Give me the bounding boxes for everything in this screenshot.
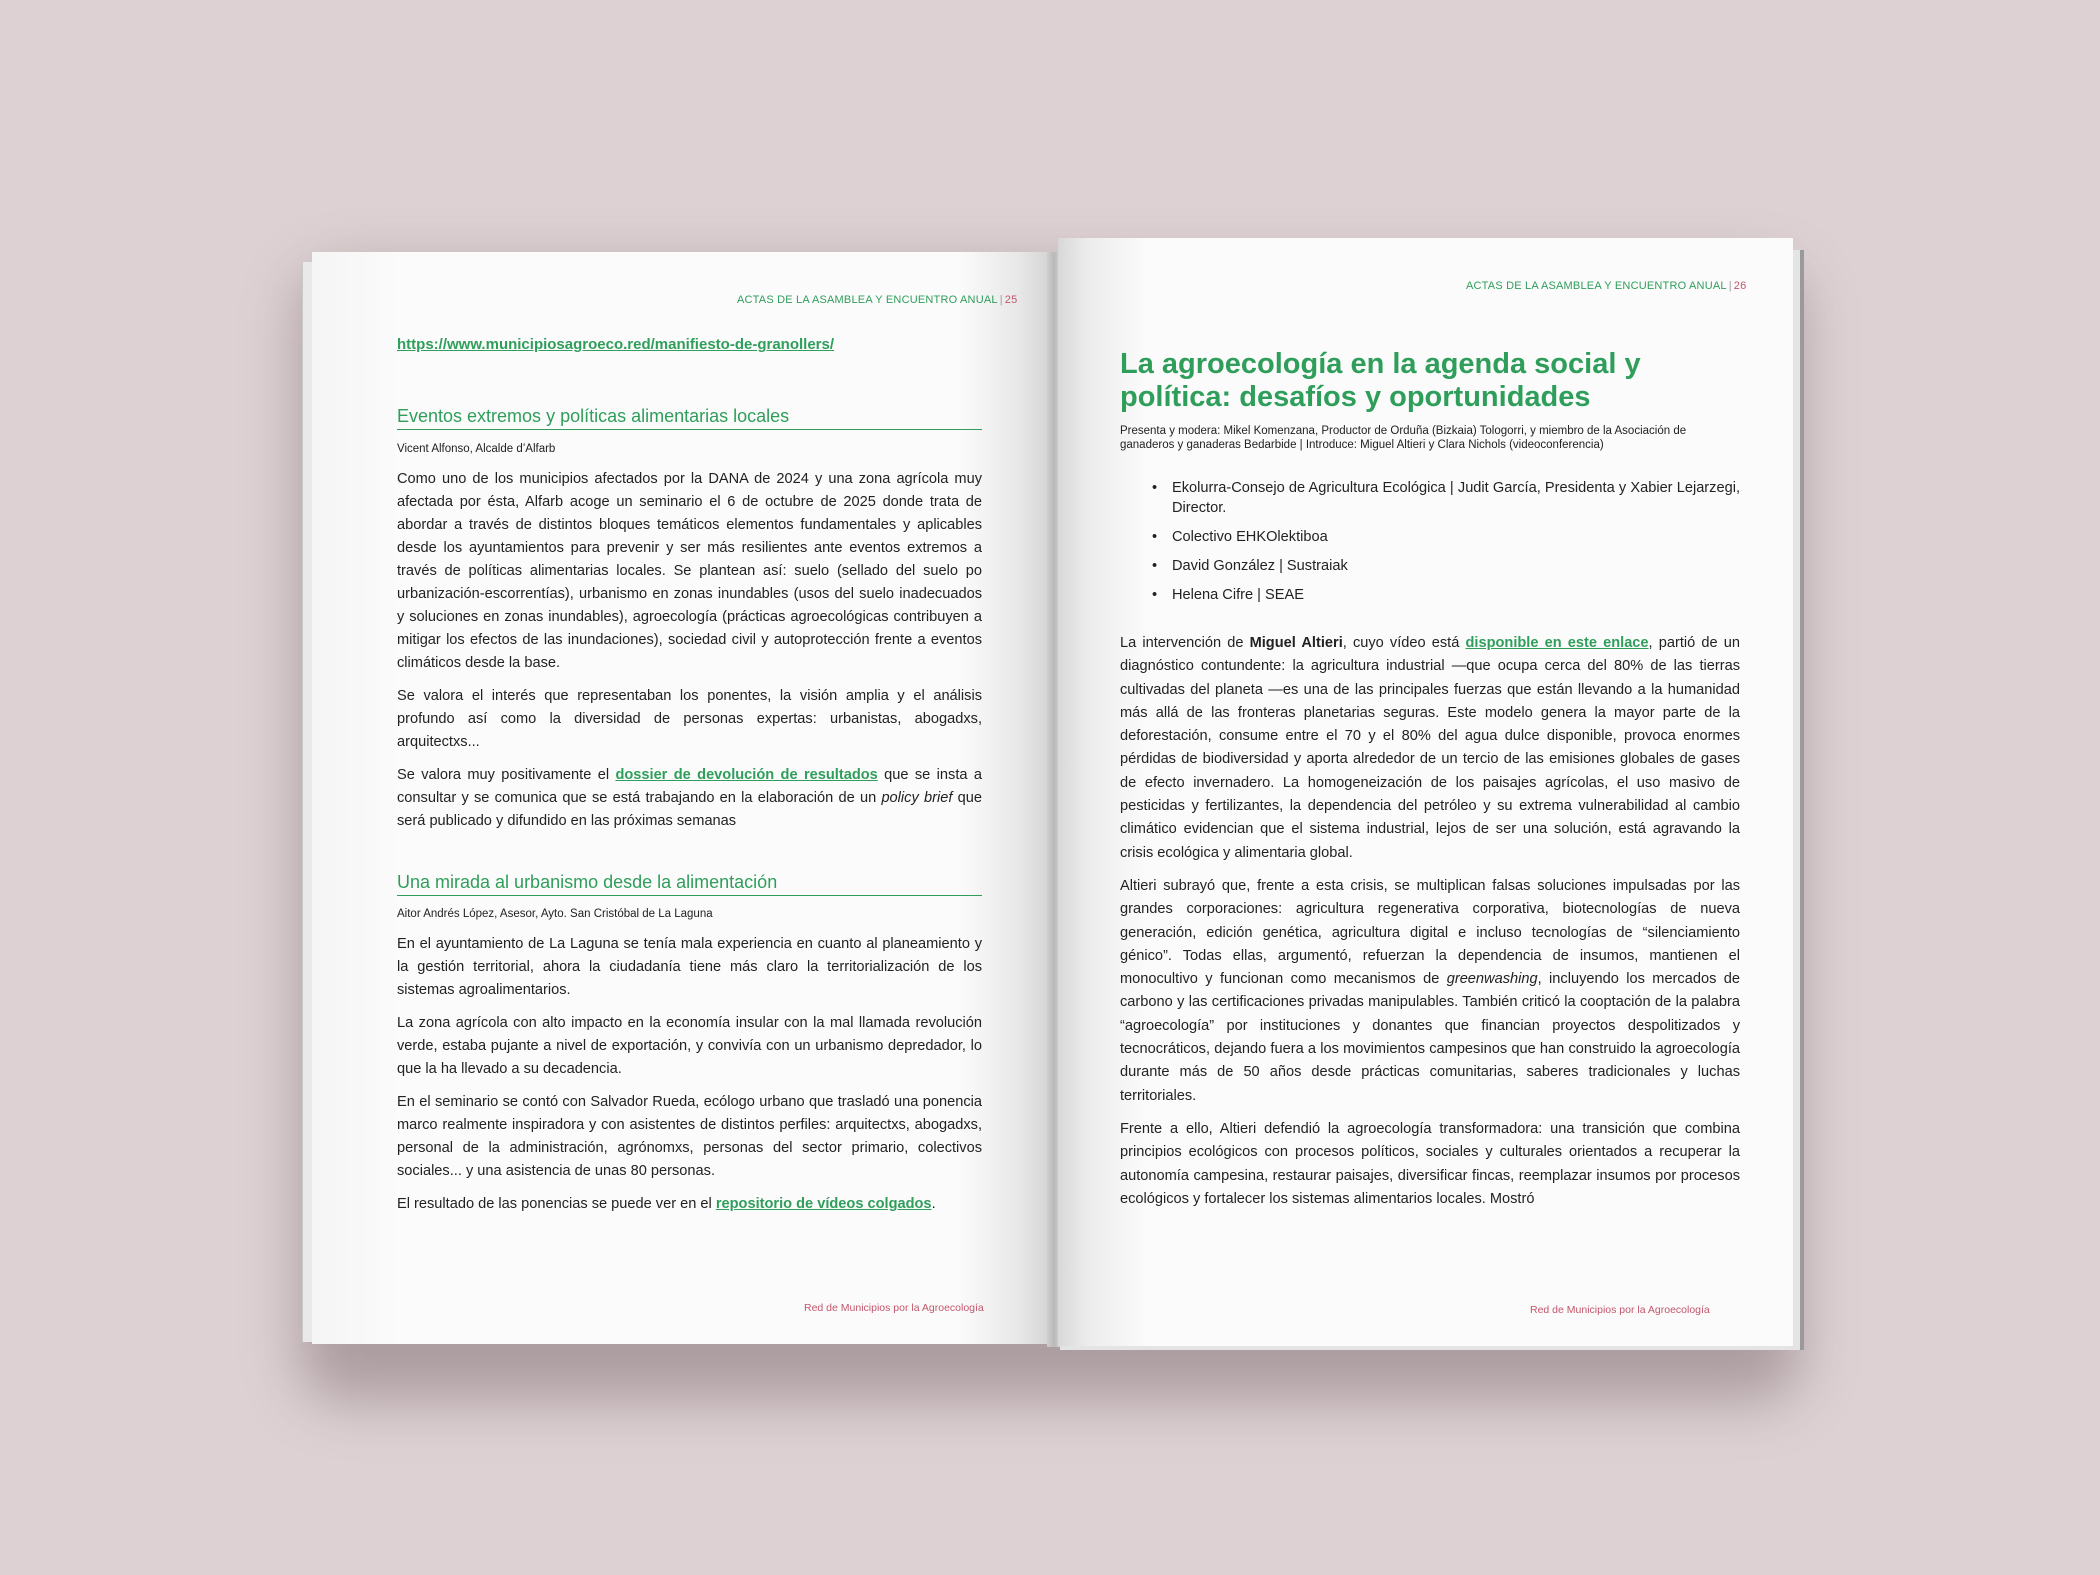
- paragraph: [1120, 875, 1740, 1108]
- bold-name: Miguel Altieri: [1249, 635, 1343, 651]
- running-head-text: ACTAS DE LA ASAMBLEA Y ENCUENTRO ANUAL: [737, 294, 998, 306]
- left-page: [312, 252, 1047, 1344]
- page-number: 26: [1733, 280, 1747, 292]
- text-run: , partió de un diagnóstico contundente: la agricultura industrial —que ocupa cerca del 80% de las tierras cultivadas del planeta —es una de las principales fuerzas que están llevando a la humanidad más allá de las fronteras planetarias seguras. Este modelo genera la mayor parte de la deforestación, consume entre el 70 y el 80% del agua dulce disponible, provoca enormes pérdidas de biodiversidad y aporta alrededor de un tercio de las emisiones globales de gases de efecto invernadero. La homogeneización de los paisajes agrícolas, el uso masivo de pesticidas y fertilizantes, la dependencia del petróleo y su extrema vulnerabilidad al cambio climático evidencian que el sistema industrial, lejos de ser una solución, está agravando la crisis ecológica y alimentaria global.: [1120, 635, 1740, 861]
- text-run: El resultado de las ponencias se puede ver en el: [397, 1196, 716, 1212]
- section-body: [397, 468, 982, 843]
- text-run: , incluyendo los mercados de carbono y las certificaciones privadas manipulables. También criticó la cooptación de la palabra “agroecología” por instituciones y donantes que financian proyectos despolitizados y tecnocráticos, dejando fuera a los movimientos campesinos que han construido la agroecología durante más de 50 años desde prácticas comunitarias, saberes tradicionales y luchas territoriales.: [1120, 971, 1741, 1104]
- page-number: 25: [1004, 294, 1018, 306]
- right-page: [1058, 238, 1793, 1346]
- text-run: Se valora muy positivamente el: [397, 767, 616, 783]
- section-body: [397, 933, 982, 1226]
- paragraph: Frente a ello, Altieri defendió la agroecología transformadora: una transición que combina principios ecológicos con procesos políticos, sociales y culturales orientados a recuperar la autonomía campesina, restaurar paisajes, diversificar fincas, reemplazar insumos por procesos ecológicos y fortalecer los sistemas alimentarios locales. Mostró: [1120, 1120, 1740, 1207]
- manifesto-link[interactable]: https://www.municipiosagroeco.red/manifiesto-de-granollers/: [397, 336, 835, 353]
- paragraph: Se valora el interés que representaban los ponentes, la visión amplia y el análisis profundo así como la diversidad de personas expertas: urbanistas, abogadxs, arquitectxs...: [397, 688, 982, 750]
- paragraph: En el ayuntamiento de La Laguna se tenía mala experiencia en cuanto al planeamiento y la gestión territorial, ahora la ciudadanía tiene más claro la territorialización de los sistemas agroalimentarios.: [397, 936, 982, 998]
- text-run: .: [931, 1196, 936, 1212]
- dossier-link[interactable]: dossier de devolución de resultados: [615, 767, 878, 783]
- running-head-text: ACTAS DE LA ASAMBLEA Y ENCUENTRO ANUAL: [1466, 280, 1727, 292]
- paragraph: Como uno de los municipios afectados por la DANA de 2024 y una zona agrícola muy afectada por ésta, Alfarb acoge un seminario el 6 de octubre de 2025 donde trata de abordar a través de distintos bloques temáticos elementos fundamentales y aplicables desde los ayuntamientos para prevenir y ser más resilientes ante eventos extremos a través de políticas alimentarias locales. Se plantean así: suelo (sellado del suelo po urbanización-escorrentías), urbanismo en zonas inundables (usos del suelo inadecuados y soluciones en zonas inundables), agroecología (prácticas agroecológicas contribuyen a mitigar los efectos de las inundaciones), sociedad civil y autoprotección frente a eventos climáticos desde la base.: [397, 471, 982, 671]
- section-heading: Eventos extremos y políticas alimentarias locales: [397, 406, 982, 430]
- article-body: [1120, 632, 1740, 1221]
- list-item: • David González | Sustraiak: [1150, 556, 1740, 576]
- section-byline: Aitor Andrés López, Asesor, Ayto. San Cristóbal de La Laguna: [397, 908, 713, 920]
- paragraph: [397, 764, 982, 833]
- section-byline: Vicent Alfonso, Alcalde d’Alfarb: [397, 443, 556, 455]
- page-footer: Red de Municipios por la Agroecología: [1530, 1304, 1710, 1316]
- list-item: • Helena Cifre | SEAE: [1150, 585, 1740, 605]
- list-item: • Ekolurra-Consejo de Agricultura Ecológica | Judit García, Presidenta y Xabier Lejarzegi, Director.: [1150, 478, 1740, 518]
- paragraph: [397, 1193, 982, 1216]
- presenter-line: Presenta y modera: Mikel Komenzana, Productor de Orduña (Bizkaia) Tologorri, y miembro de la Asociación de ganaderos y ganaderas Bedarbide | Introduce: Miguel Altieri y Clara Nichols (videoconferencia): [1120, 425, 1687, 451]
- speaker-list: [1150, 478, 1740, 614]
- video-repository-link[interactable]: repositorio de vídeos colgados: [715, 1196, 932, 1212]
- italic-text: greenwashing: [1446, 971, 1538, 988]
- paragraph: La zona agrícola con alto impacto en la economía insular con la mal llamada revolución verde, estaba pujante a nivel de exportación, y convivía con un urbanismo depredador, lo que la ha llevado a su decadencia.: [397, 1015, 982, 1077]
- paragraph: [1120, 632, 1740, 865]
- list-item: • Colectivo EHKOlektiboa: [1150, 527, 1740, 547]
- text-run: Altieri subrayó que, frente a esta crisis, se multiplican falsas soluciones impulsadas por las grandes corporaciones: agricultura regenerativa corporativa, biotecnologías de nueva generación, edición genética, agricultura digital e incluso tecnologías de “silenciamiento génico”. Todas ellas, argumentó, refuerzan la dependencia de insumos, mantienen el monocultivo y funcionan como mecanismos de: [1120, 877, 1740, 988]
- text-run: La intervención de: [1120, 635, 1250, 651]
- text-run: que será publicado y difundido en las próximas semanas: [397, 790, 982, 829]
- video-link[interactable]: disponible en este enlace: [1465, 635, 1649, 651]
- running-head-right: ACTAS DE LA ASAMBLEA Y ENCUENTRO ANUAL | 26: [1466, 280, 1747, 292]
- article-title: La agroecología en la agenda social y política: desafíos y oportunidades: [1120, 348, 1641, 413]
- section-heading: Una mirada al urbanismo desde la alimentación: [397, 872, 982, 896]
- text-run: que se insta a consultar y se comunica que se está trabajando en la elaboración de un: [397, 767, 982, 806]
- italic-text: policy brief: [881, 790, 953, 806]
- running-head-left: ACTAS DE LA ASAMBLEA Y ENCUENTRO ANUAL | 25: [737, 294, 1018, 306]
- text-run: , cuyo vídeo está: [1342, 635, 1466, 651]
- paragraph: En el seminario se contó con Salvador Rueda, ecólogo urbano que trasladó una ponencia marco realmente inspiradora y con asistentes de distintos perfiles: arquitectxs, abogadxs, personal de la administración, agrónomxs, personas del sector primario, colectivos sociales... y una asistencia de unas 80 personas.: [397, 1094, 982, 1179]
- page-footer: Red de Municipios por la Agroecología: [804, 1302, 984, 1314]
